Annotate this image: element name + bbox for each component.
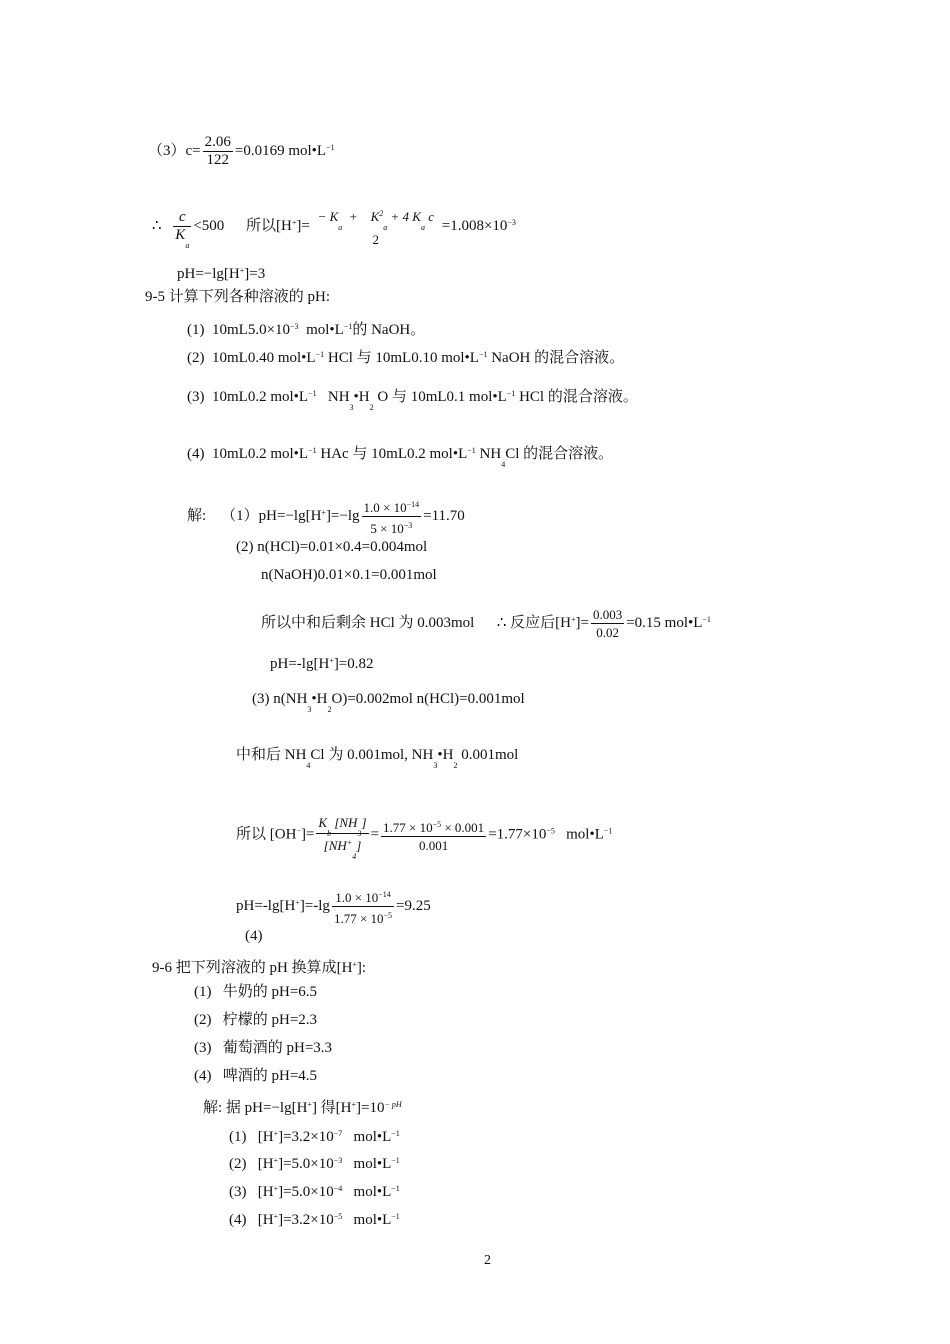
fraction: $\frac{1.77 \times 10^{-5} \times 0.001}{0.001}$ [381,816,486,854]
solution-9-5-part-2-line-1: (2) n(HCl)=0.01×0.4=0.004mol [236,539,428,555]
part3-condition: ∴ $\frac{c}{K_a}$ <500 所以[H+]= − $K_a$ + $K^2_a + 4$ $K_a$ c 2 $=1.008\times 10^{-3}$ [152,205,516,248]
solution-9-6-intro: 解: 据 pH=−lg[H+] 得$[H^+]=10^{- pH}$ [203,1100,402,1116]
solution-9-5-part-1: 解: （1）pH=−lg[H+]=−lg $\frac{1.0 \times 10^{-14}}{5 \times 10^{-3}}$ =11.70 [187,496,465,537]
question-9-5-title: 9-5 计算下列各种溶液的 pH: [145,289,330,305]
solution-9-6-answer-3: (3) $[H^+]=5.0\times 10^{-4}$ $mol•L^{-1}$ [229,1184,400,1200]
fraction: $\frac{1.0 \times 10^{-14}}{5 \times 10^{-3}}$ [362,496,422,537]
solution-9-5-part-3-line-1: (3) $n(NH_3•H_2O)=0.002mol$ n(HCl)=0.001mol [252,691,525,714]
solution-9-5-part-3-ph: pH=-lg[H+]=-lg $\frac{1.0 \times 10^{-14}}{1.77 \times 10^{-5}}$ =9.25 [236,886,431,927]
solution-9-5-part-3-line-2: 中和后 $NH_4Cl$ 为 0.001mol, $NH_3•H_2$ 0.001mol [236,747,519,770]
solution-9-6-answer-4: (4) $[H^+]=3.2\times 10^{-5}$ $mol•L^{-1}$ [229,1212,400,1228]
fraction: $\frac{c}{K_a}$ [175,208,190,250]
question-9-5-item-3: (3) 10mL0.2 $mol•L^{-1}$ $NH_3•H_2$ O 与 10mL0.1 $mol•L^{-1}$ HCl 的混合溶液。 [187,389,638,412]
solution-9-5-part-2-ph: pH=-lg[H+]=0.82 [270,656,374,672]
question-9-5-item-4: (4) 10mL0.2 $mol•L^{-1}$ HAc 与 10mL0.2 $mol•L^{-1}$ $NH_4Cl$ 的混合溶液。 [187,446,614,469]
part3-ph: pH=−lg[H+]=3 [177,266,266,282]
fraction: $\frac{1.0 \times 10^{-14}}{1.77 \times 10^{-5}}$ [332,886,394,927]
solution-9-6-answer-1: (1) $[H^+]=3.2\times 10^{-7}$ $mol•L^{-1}$ [229,1129,400,1145]
question-9-6-item-3: (3) 葡萄酒的 pH=3.3 [194,1040,333,1056]
question-9-5-item-1: (1) $10mL5.0\times 10^{-3}$ $mol•L^{-1}$的 NaOH。 [187,322,426,338]
page-number: 2 [484,1253,491,1268]
fraction: $\frac{K_b [NH_3]}{[NH^+_4]}$ [318,815,367,861]
solution-9-5-part-3-line-3: 所以 [OH−]= $\frac{K_b [NH_3]}{[NH^+_4]}$ = $\frac{1.77 \times 10^{-5} \times 0.001}{0.001}$ $=1.77\times 10^{-5}$ $mol•L^{-1}$ [236,815,613,861]
question-9-6-item-4: (4) 啤酒的 pH=4.5 [194,1068,318,1084]
solution-9-6-answer-2: (2) $[H^+]=5.0\times 10^{-3}$ $mol•L^{-1}$ [229,1156,400,1172]
question-9-6-item-2: (2) 柠檬的 pH=2.3 [194,1012,318,1028]
question-9-6-item-1: (1) 牛奶的 pH=6.5 [194,984,318,1000]
fraction: $\frac{0.003}{0.02}$ [592,607,623,640]
solution-9-5-part-4: (4) [245,928,263,944]
question-9-5-item-2: (2) 10mL0.40 $mol•L^{-1}$ HCl 与 10mL0.10 $mol•L^{-1}$ NaOH 的混合溶液。 [187,350,625,366]
solution-9-5-part-2-line-2: n(NaOH)0.01×0.1=0.001mol [261,567,437,583]
part3-concentration: （3）c= $\frac{2.06}{122}$ =0.0169 $mol•L^{-1}$ [148,134,335,168]
question-9-6-title: 9-6 把下列溶液的 pH 换算成[H+]: [152,960,367,976]
fraction: $\frac{2.06}{122}$ [204,134,231,168]
quadratic-formula: − $K_a$ + $K^2_a + 4$ $K_a$ c 2 [317,209,434,247]
solution-9-5-part-2-line-3: 所以中和后剩余 HCl 为 0.003mol ∴ 反应后[H+]= $\frac{0.003}{0.02}$ =0.15 $mol•L^{-1}$ [261,607,711,640]
